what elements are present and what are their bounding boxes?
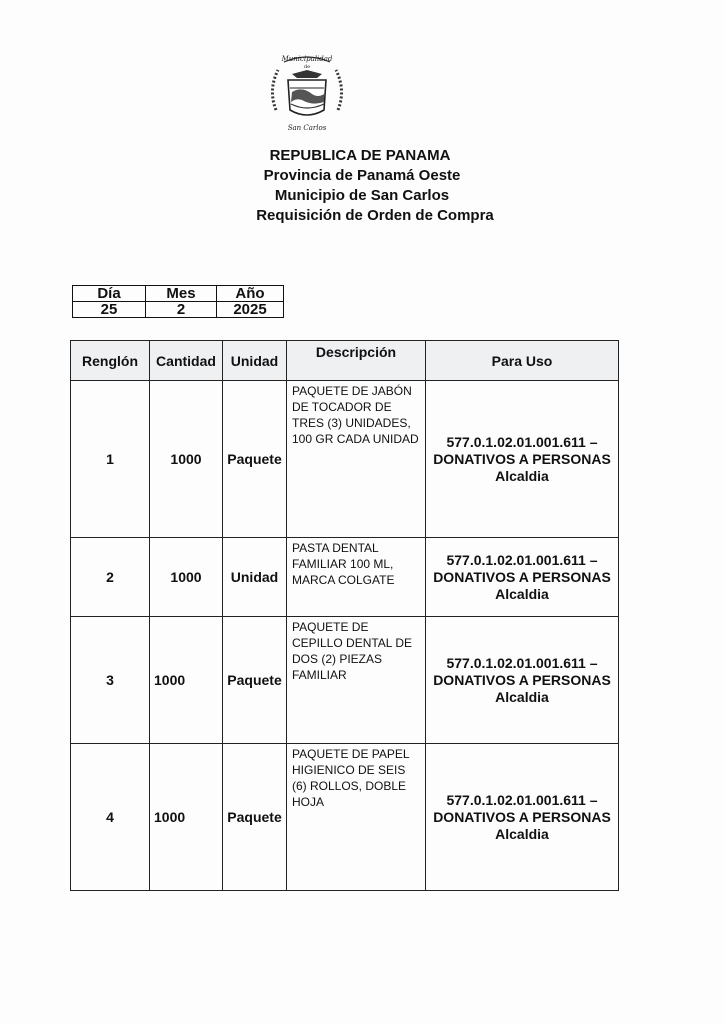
- svg-text:San Carlos: San Carlos: [287, 124, 327, 132]
- cell-unidad: Paquete: [223, 744, 287, 891]
- cell-descripcion: PAQUETE DE JABÓN DE TOCADOR DE TRES (3) UNIDADES, 100 GR CADA UNIDAD: [287, 381, 426, 538]
- cell-para-uso: 577.0.1.02.01.001.611 – DONATIVOS A PERSONAS Alcaldia: [426, 538, 619, 617]
- cell-renglon: 3: [71, 617, 150, 744]
- table-row: [71, 744, 619, 891]
- day-value: 25: [73, 302, 146, 318]
- date-labels-row: [73, 286, 284, 302]
- cell-unidad: Paquete: [223, 617, 287, 744]
- cell-unidad: Unidad: [223, 538, 287, 617]
- country-title: REPUBLICA DE PANAMA: [269, 147, 451, 164]
- month-value: 2: [146, 302, 217, 318]
- cell-cantidad: 1000: [150, 617, 223, 744]
- table-header-row: [71, 341, 619, 381]
- cell-renglon: 1: [71, 381, 150, 538]
- cell-para-uso: 577.0.1.02.01.001.611 – DONATIVOS A PERSONAS Alcaldia: [426, 744, 619, 891]
- year-label: Año: [217, 286, 284, 302]
- cell-descripcion: PAQUETE DE PAPEL HIGIENICO DE SEIS (6) ROLLOS, DOBLE HOJA: [287, 744, 426, 891]
- municipality-title: Municipio de San Carlos: [274, 187, 450, 204]
- cell-renglon: 4: [71, 744, 150, 891]
- document-header: [0, 146, 724, 226]
- table-row: [71, 538, 619, 617]
- svg-text:Municipalidad: Municipalidad: [281, 55, 333, 63]
- header-cantidad: Cantidad: [150, 341, 223, 381]
- header-renglon: Renglón: [71, 341, 150, 381]
- table-row: [71, 617, 619, 744]
- cell-para-uso: 577.0.1.02.01.001.611 – DONATIVOS A PERSONAS Alcaldia: [426, 617, 619, 744]
- header-descripcion: Descripción: [287, 341, 426, 381]
- cell-cantidad: 1000: [150, 381, 223, 538]
- cell-cantidad: 1000: [150, 538, 223, 617]
- svg-text:de: de: [303, 64, 311, 70]
- cell-para-uso: 577.0.1.02.01.001.611 – DONATIVOS A PERSONAS Alcaldia: [426, 381, 619, 538]
- document-title: Requisición de Orden de Compra: [256, 207, 494, 224]
- date-values-row: [73, 302, 284, 318]
- header-unidad: Unidad: [223, 341, 287, 381]
- month-label: Mes: [146, 286, 217, 302]
- table-row: [71, 381, 619, 538]
- province-title: Provincia de Panamá Oeste: [263, 167, 461, 184]
- date-table: [72, 285, 284, 318]
- cell-descripcion: PASTA DENTAL FAMILIAR 100 ML, MARCA COLGATE: [287, 538, 426, 617]
- cell-unidad: Paquete: [223, 381, 287, 538]
- cell-cantidad: 1000: [150, 744, 223, 891]
- year-value: 2025: [217, 302, 284, 318]
- municipal-seal-icon: [262, 50, 352, 134]
- items-table: [70, 340, 619, 891]
- header-para-uso: Para Uso: [426, 341, 619, 381]
- cell-renglon: 2: [71, 538, 150, 617]
- day-label: Día: [73, 286, 146, 302]
- cell-descripcion: PAQUETE DE CEPILLO DENTAL DE DOS (2) PIEZAS FAMILIAR: [287, 617, 426, 744]
